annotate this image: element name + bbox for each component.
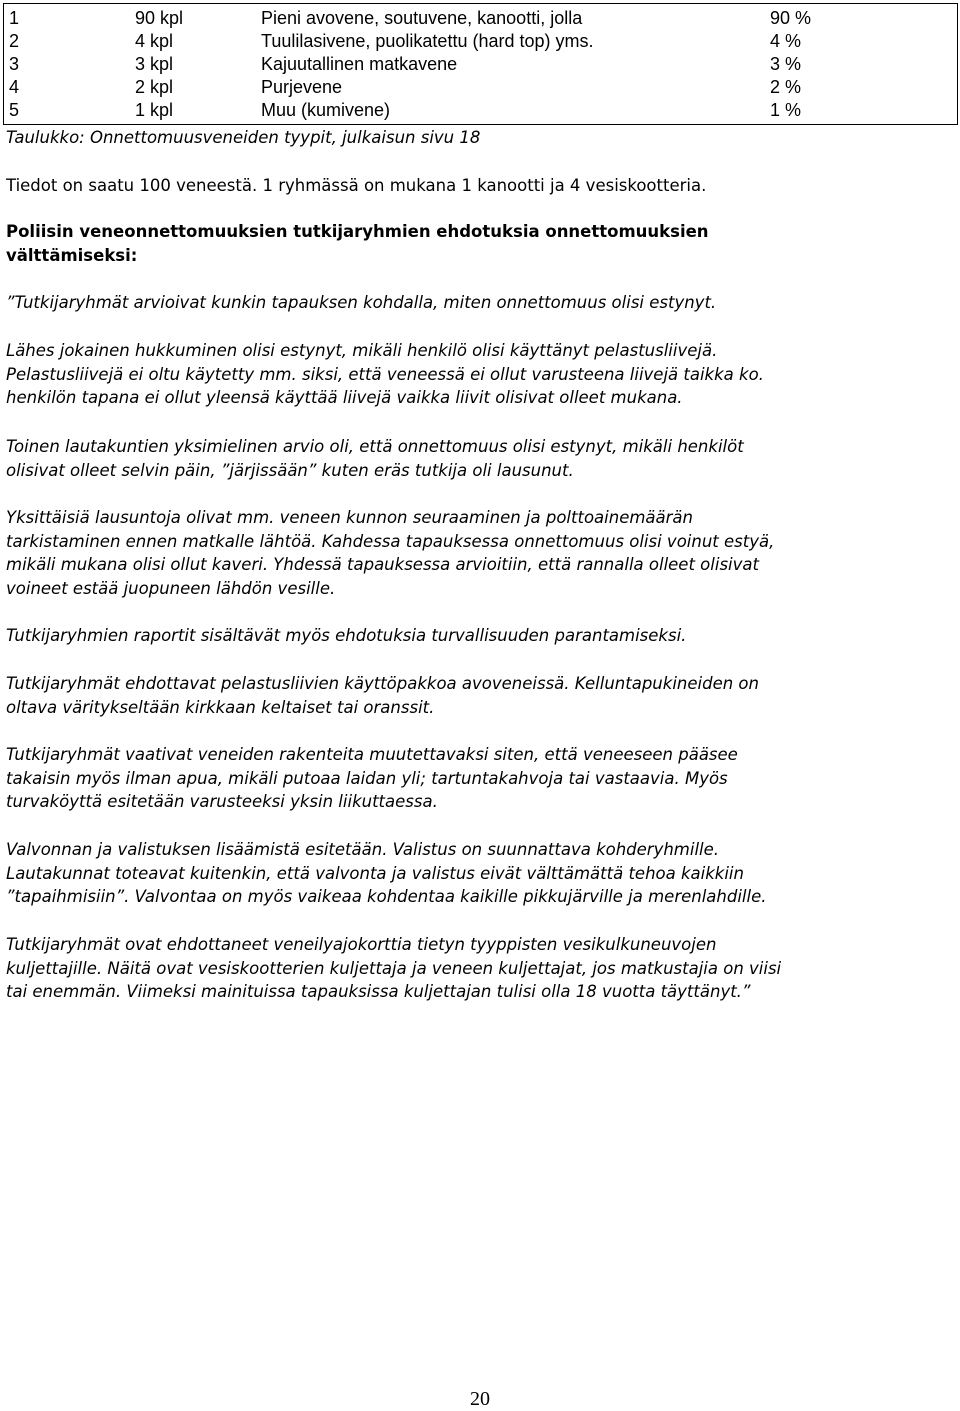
data-note: Tiedot on saatu 100 veneestä. 1 ryhmässä on mukana 1 kanootti ja 4 vesiskootteria. — [6, 176, 707, 195]
row-count: 2 kpl — [135, 77, 174, 97]
paragraph-line: kuljettajille. Näitä ovat vesiskootterien kuljettaja ja veneen kuljettajat, jos matkustajia on viisi — [6, 958, 782, 978]
paragraph-line: tai enemmän. Viimeksi mainituissa tapauksissa kuljettajan tulisi olla 18 vuotta täyttänyt.” — [6, 982, 751, 1001]
table-row — [4, 7, 957, 30]
row-percent: 1 % — [770, 100, 802, 120]
row-percent: 4 % — [770, 31, 802, 51]
paragraph-line: Tutkijaryhmät ovat ehdottaneet veneilyajokorttia tietyn tyyppisten vesikulkuneuvojen — [6, 935, 717, 954]
paragraph-line: takaisin myös ilman apua, mikäli putoaa laidan yli; tartuntakahvoja tai vastaavia. Myös — [6, 768, 728, 788]
paragraph-line: tarkistaminen ennen matkalle lähtöä. Kahdessa tapauksessa onnettomuus olisi voinut estyä, — [6, 531, 775, 551]
paragraph-line: turvaköyttä esitetään varusteeksi yksin liikuttaessa. — [6, 792, 438, 811]
row-type: Purjevene — [261, 77, 343, 97]
paragraph — [6, 933, 781, 1004]
row-type: Muu (kumivene) — [261, 100, 391, 120]
paragraph-line: henkilön tapana ei ollut yleensä käyttää liivejä vaikka liivit olisivat olleet mukana. — [6, 388, 683, 407]
table-row — [4, 30, 957, 53]
heading-line: välttämiseksi: — [6, 245, 138, 265]
row-count: 90 kpl — [135, 8, 184, 28]
paragraph-line: voineet estää juopuneen lähdön vesille. — [6, 578, 336, 598]
section-heading — [6, 220, 709, 267]
paragraph — [6, 435, 744, 482]
paragraph-line: Toinen lautakuntien yksimielinen arvio oli, että onnettomuus olisi estynyt, mikäli henkilöt — [6, 437, 744, 456]
row-number: 5 — [9, 100, 20, 120]
heading-line: Poliisin veneonnettomuuksien tutkijaryhmien ehdotuksia onnettomuuksien — [6, 222, 709, 241]
paragraph-line: Lähes jokainen hukkuminen olisi estynyt, mikäli henkilö olisi käyttänyt pelastusliivejä. — [6, 341, 718, 360]
row-type: Kajuutallinen matkavene — [261, 54, 458, 74]
row-count: 1 kpl — [135, 100, 174, 120]
paragraph-line: Tutkijaryhmät vaativat veneiden rakenteita muutettavaksi siten, että veneeseen pääsee — [6, 745, 738, 764]
row-percent: 2 % — [770, 77, 802, 97]
row-count: 3 kpl — [135, 54, 174, 74]
paragraph — [6, 838, 767, 909]
paragraph — [6, 624, 686, 648]
row-type: Pieni avovene, soutuvene, kanootti, jolla — [261, 8, 583, 28]
paragraph-line: Valvonnan ja valistuksen lisäämistä esitetään. Valistus on suunnattava kohderyhmille. — [6, 840, 720, 859]
paragraph-line: Lautakunnat toteavat kuitenkin, että valvonta ja valistus eivät välttämättä tehoa kaikkiin — [6, 863, 744, 883]
paragraph-line: olisivat olleet selvin päin, ”järjissään” kuten eräs tutkija oli lausunut. — [6, 460, 574, 480]
row-count: 4 kpl — [135, 31, 174, 51]
paragraph — [6, 743, 738, 814]
paragraph — [6, 506, 774, 600]
paragraph-line: oltava väritykseltään kirkkaan keltaiset tai oranssit. — [6, 697, 435, 717]
row-type: Tuulilasivene, puolikatettu (hard top) yms. — [261, 31, 594, 51]
boat-type-table — [3, 3, 958, 125]
row-number: 2 — [9, 31, 20, 51]
row-percent: 3 % — [770, 54, 802, 74]
paragraph-line: Pelastusliivejä ei oltu käytetty mm. siksi, että veneessä ei ollut varusteena liivejä taikka ko. — [6, 364, 764, 384]
row-number: 1 — [9, 8, 20, 28]
paragraph-line: Tutkijaryhmien raportit sisältävät myös ehdotuksia turvallisuuden parantamiseksi. — [6, 626, 687, 645]
paragraph — [6, 291, 716, 315]
table-row — [4, 99, 957, 122]
table-row — [4, 76, 957, 99]
paragraph-line: Yksittäisiä lausuntoja olivat mm. veneen kunnon seuraaminen ja polttoainemäärän — [6, 508, 694, 527]
table-row — [4, 53, 957, 76]
row-percent: 90 % — [770, 8, 812, 28]
paragraph-line: ”tapaihmisiin”. Valvontaa on myös vaikeaa kohdentaa kaikille pikkujärville ja merenlahdille. — [6, 887, 767, 906]
paragraph-line: Tutkijaryhmät ehdottavat pelastusliivien käyttöpakkoa avoveneissä. Kelluntapukineiden on — [6, 674, 759, 693]
table-caption: Taulukko: Onnettomuusveneiden tyypit, julkaisun sivu 18 — [6, 128, 481, 147]
paragraph-line: ”Tutkijaryhmät arvioivat kunkin tapauksen kohdalla, miten onnettomuus olisi estynyt. — [6, 293, 717, 312]
paragraph — [6, 339, 764, 410]
paragraph — [6, 672, 759, 719]
paragraph-line: mikäli mukana olisi ollut kaveri. Yhdessä tapauksessa arvioitiin, että rannalla olleet olisivat — [6, 555, 759, 574]
row-number: 3 — [9, 54, 20, 74]
page-number: 20 — [470, 1388, 490, 1410]
row-number: 4 — [9, 77, 20, 97]
